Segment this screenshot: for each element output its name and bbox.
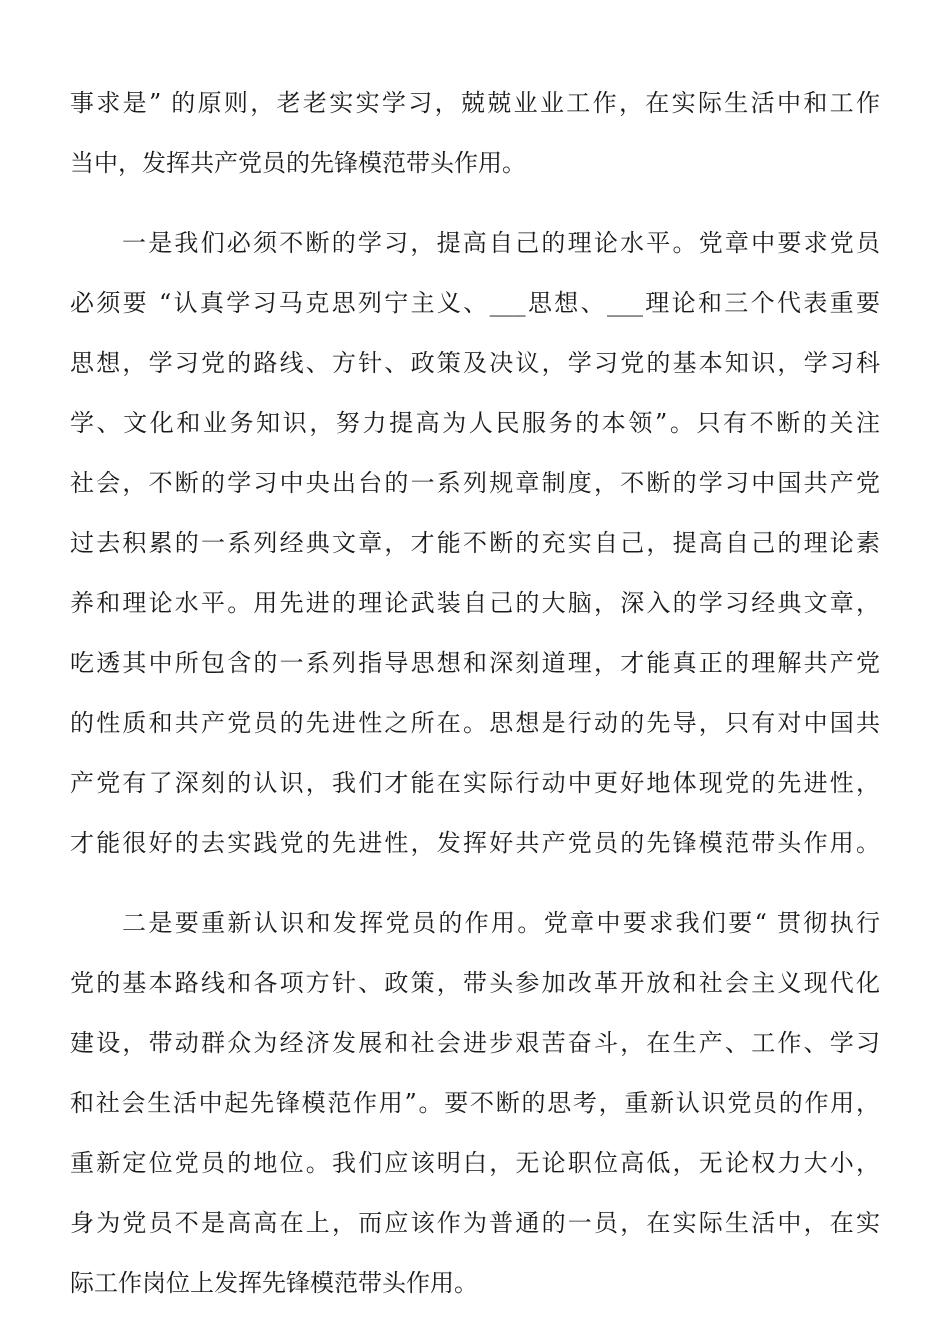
text-line: 学、文化和业务知识，努力提高为人民服务的本领”。只有不断的关注 [70, 409, 880, 437]
text-line: 养和理论水平。用先进的理论武装自己的大脑，深入的学习经典文章， [70, 589, 880, 617]
text-line: 党的基本路线和各项方针、政策，带头参加改革开放和社会主义现代化 [70, 969, 880, 997]
text-line: 必须要 “认真学习马克思列宁主义、___思想、___理论和三个代表重要 [70, 289, 880, 317]
text-line: 建设，带动群众为经济发展和社会进步艰苦奋斗，在生产、工作、学习 [70, 1029, 880, 1057]
text-line: 一是我们必须不断的学习，提高自己的理论水平。党章中要求党员 [122, 229, 880, 257]
text-line: 身为党员不是高高在上，而应该作为普通的一员，在实际生活中，在实 [70, 1209, 880, 1237]
text-line: 过去积累的一系列经典文章，才能不断的充实自己，提高自己的理论素 [70, 529, 880, 557]
text-line: 吃透其中所包含的一系列指导思想和深刻道理，才能真正的理解共产党 [70, 649, 880, 677]
text-line: 事求是” 的原则，老老实实学习，兢兢业业工作，在实际生活中和工作 [70, 89, 880, 117]
text-line: 产党有了深刻的认识，我们才能在实际行动中更好地体现党的先进性， [70, 769, 880, 797]
text-line: 二是要重新认识和发挥党员的作用。党章中要求我们要“ 贯彻执行 [122, 909, 880, 937]
text-line: 当中，发挥共产党员的先锋模范带头作用。 [70, 149, 526, 177]
text-line: 际工作岗位上发挥先锋模范带头作用。 [70, 1269, 478, 1297]
text-line: 和社会生活中起先锋模范作用”。要不断的思考，重新认识党员的作用， [70, 1089, 880, 1117]
text-line: 思想，学习党的路线、方针、政策及决议，学习党的基本知识，学习科 [70, 349, 880, 377]
text-line: 重新定位党员的地位。我们应该明白，无论职位高低，无论权力大小， [70, 1149, 880, 1177]
text-line: 才能很好的去实践党的先进性，发挥好共产党员的先锋模范带头作用。 [70, 829, 880, 857]
text-line: 的性质和共产党员的先进性之所在。思想是行动的先导，只有对中国共 [70, 709, 880, 737]
text-line: 社会，不断的学习中央出台的一系列规章制度，不断的学习中国共产党 [70, 469, 880, 497]
